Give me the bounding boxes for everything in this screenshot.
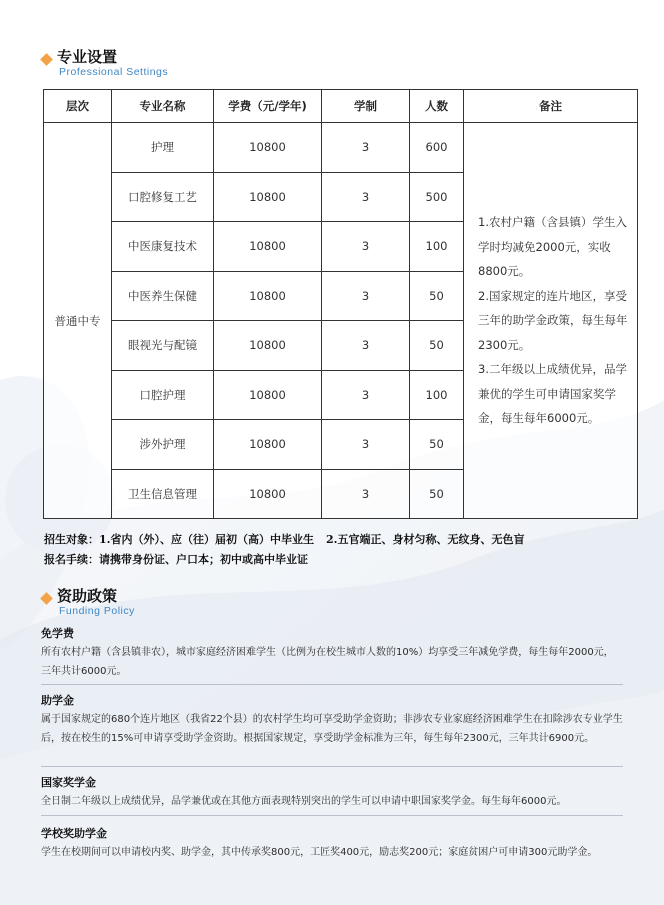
major-name: 口腔护理 [112, 370, 214, 420]
policy-title: 学校奖助学金 [41, 827, 107, 840]
note-item: 1.农村户籍（含县镇）学生入学时均减免2000元，实收8800元。 [478, 215, 627, 279]
admission-procedure-text: 请携带身份证、户口本；初中或高中毕业证 [99, 553, 308, 566]
policy-text: 学生在校期间可以申请校内奖、助学金，其中传承奖800元，工匠奖400元，励志奖200元；家庭贫困户可申请300元助学金。 [41, 847, 598, 858]
fee: 10800 [214, 469, 322, 519]
admission-target-item: 1.省内（外）、应（往）届初（高）中毕业生 [99, 533, 314, 546]
fee: 10800 [214, 420, 322, 470]
majors-table [43, 89, 638, 519]
years: 3 [322, 172, 410, 222]
header-years: 学制 [322, 90, 410, 123]
header-count: 人数 [410, 90, 464, 123]
years: 3 [322, 123, 410, 173]
fee: 10800 [214, 271, 322, 321]
admission-procedure-label: 报名手续： [44, 553, 99, 566]
major-name: 中医康复技术 [112, 222, 214, 272]
notes-cell [464, 123, 638, 519]
note-item: 3.二年级以上成绩优异，品学兼优的学生可申请国家奖学金，每生每年6000元。 [478, 362, 627, 426]
years: 3 [322, 420, 410, 470]
section-subtitle: Professional Settings [59, 66, 169, 78]
count: 100 [410, 370, 464, 420]
years: 3 [322, 469, 410, 519]
years: 3 [322, 271, 410, 321]
divider [41, 766, 623, 767]
admission-target-label: 招生对象： [44, 533, 99, 546]
fee: 10800 [214, 172, 322, 222]
diamond-bullet-icon [40, 53, 53, 66]
count: 50 [410, 420, 464, 470]
count: 50 [410, 271, 464, 321]
years: 3 [322, 222, 410, 272]
divider [41, 684, 623, 685]
fee: 10800 [214, 370, 322, 420]
table-row [44, 123, 638, 173]
count: 500 [410, 172, 464, 222]
policy-item [41, 692, 623, 748]
admission-procedure [44, 551, 308, 567]
fee: 10800 [214, 321, 322, 371]
count: 50 [410, 321, 464, 371]
section-title: 专业设置 [57, 48, 118, 66]
major-name: 眼视光与配镜 [112, 321, 214, 371]
policy-title: 助学金 [41, 694, 74, 707]
policy-text: 所有农村户籍（含县镇非农），城市家庭经济困难学生（比例为在校生城市人数的10%）均享受三年减免学费，每生每年2000元，三年共计6000元。 [41, 647, 614, 677]
count: 600 [410, 123, 464, 173]
policy-text: 全日制二年级以上成绩优异，品学兼优或在其他方面表现特别突出的学生可以申请中职国家奖学金。每生每年6000元。 [41, 796, 567, 807]
count: 100 [410, 222, 464, 272]
major-name: 护理 [112, 123, 214, 173]
header-notes: 备注 [464, 90, 638, 123]
header-major: 专业名称 [112, 90, 214, 123]
major-name: 中医养生保健 [112, 271, 214, 321]
header-level: 层次 [44, 90, 112, 123]
policy-title: 免学费 [41, 627, 74, 640]
policy-item [41, 825, 623, 862]
table-header-row [44, 90, 638, 123]
major-name: 涉外护理 [112, 420, 214, 470]
header-fee: 学费（元/学年) [214, 90, 322, 123]
divider [41, 815, 623, 816]
years: 3 [322, 321, 410, 371]
policy-text: 属于国家规定的680个连片地区（我省22个县）的农村学生均可享受助学金资助；非涉农专业家庭经济困难学生在扣除涉农专业学生后，按在校生的15%可申请享受助学金资助。根据国家规定，享受助学金标准为三年，每生每年2300元，三年共计6900元。 [41, 714, 623, 744]
fee: 10800 [214, 123, 322, 173]
level-cell: 普通中专 [44, 123, 112, 519]
section-subtitle: Funding Policy [59, 605, 135, 617]
diamond-bullet-icon [40, 592, 53, 605]
policy-item [41, 625, 623, 681]
major-name: 卫生信息管理 [112, 469, 214, 519]
years: 3 [322, 370, 410, 420]
policy-title: 国家奖学金 [41, 776, 96, 789]
count: 50 [410, 469, 464, 519]
major-name: 口腔修复工艺 [112, 172, 214, 222]
fee: 10800 [214, 222, 322, 272]
note-item: 2.国家规定的连片地区，享受三年的助学金政策，每生每年2300元。 [478, 288, 628, 352]
admission-target [44, 531, 524, 547]
section-title: 资助政策 [57, 587, 118, 605]
admission-target-item: 2.五官端正、身材匀称、无纹身、无色盲 [325, 533, 525, 546]
policy-item [41, 774, 623, 811]
